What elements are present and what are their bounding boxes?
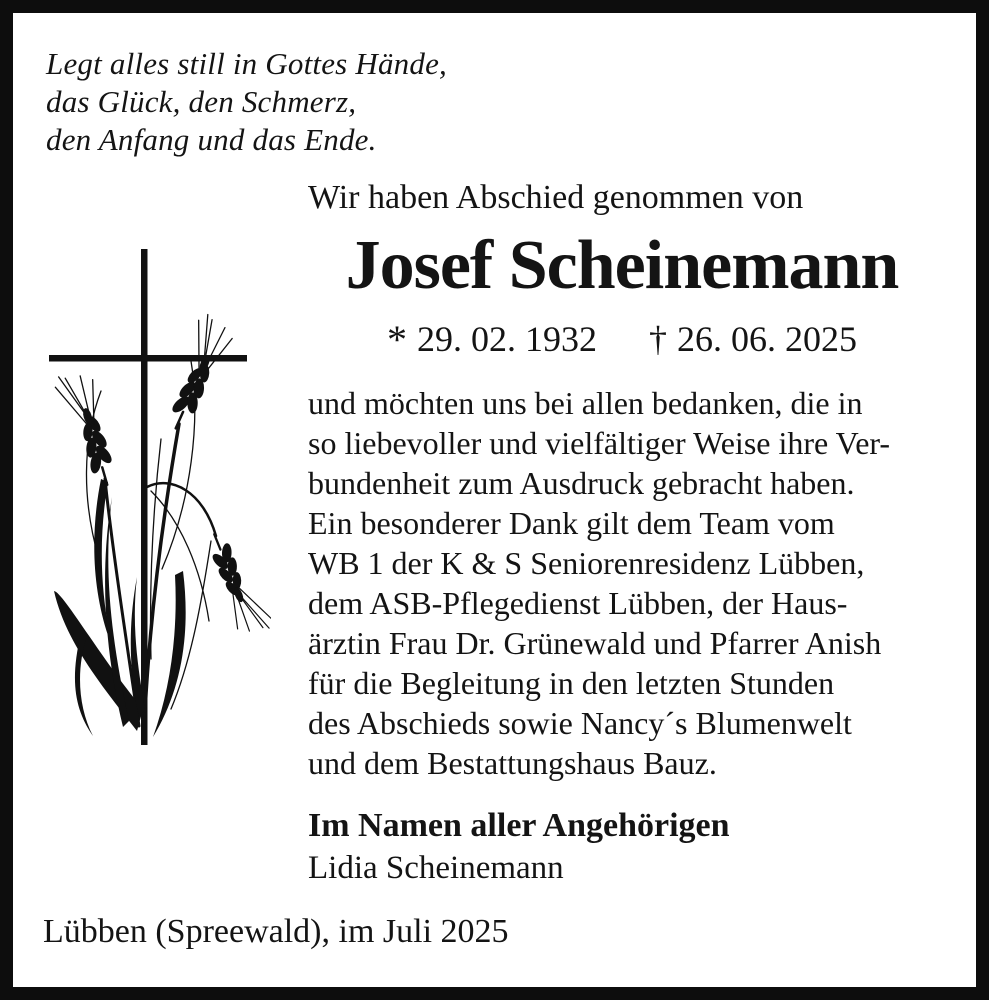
- body-line: dem ASB-Pflegedienst Lübben, der Haus-: [308, 585, 848, 621]
- body-line: ärztin Frau Dr. Grünewald und Pfarrer Anish: [308, 625, 882, 661]
- intro-line: Wir haben Abschied genommen von: [308, 179, 804, 216]
- notice-content: [13, 13, 976, 987]
- body-line: so liebevoller und vielfältiger Weise ihre Ver-: [308, 425, 891, 461]
- body-line: Ein besonderer Dank gilt dem Team vom: [308, 505, 835, 541]
- birth-date-value: 29. 02. 1932: [417, 319, 597, 359]
- death-date-value: 26. 06. 2025: [677, 319, 857, 359]
- birth-date: [387, 318, 597, 360]
- closing-line: Im Namen aller Angehörigen: [308, 807, 730, 844]
- body-line: und dem Bestattungshaus Bauz.: [308, 745, 717, 781]
- death-date: [649, 318, 857, 360]
- body-line: WB 1 der K & S Seniorenresidenz Lübben,: [308, 545, 865, 581]
- life-dates: [308, 318, 936, 360]
- mourner-name: Lidia Scheinemann: [308, 850, 564, 886]
- body-line: für die Begleitung in den letzten Stunden: [308, 665, 835, 701]
- deceased-name: Josef Scheinemann: [345, 227, 899, 304]
- poem-line: das Glück, den Schmerz,: [46, 84, 357, 119]
- cross-wheat-icon: [41, 239, 271, 751]
- body-line: des Abschieds sowie Nancy´s Blumenwelt: [308, 705, 852, 741]
- poem-line: Legt alles still in Gottes Hände,: [46, 46, 447, 81]
- died-cross-symbol: †: [649, 319, 667, 359]
- born-star-symbol: *: [387, 317, 407, 362]
- body-line: bundenheit zum Ausdruck gebracht haben.: [308, 465, 855, 501]
- thanks-paragraph: [308, 383, 890, 783]
- poem-line: den Anfang und das Ende.: [46, 122, 377, 157]
- body-line: und möchten uns bei allen bedanken, die in: [308, 385, 863, 421]
- poem-verse: [46, 45, 447, 159]
- place-date-line: Lübben (Spreewald), im Juli 2025: [43, 913, 509, 950]
